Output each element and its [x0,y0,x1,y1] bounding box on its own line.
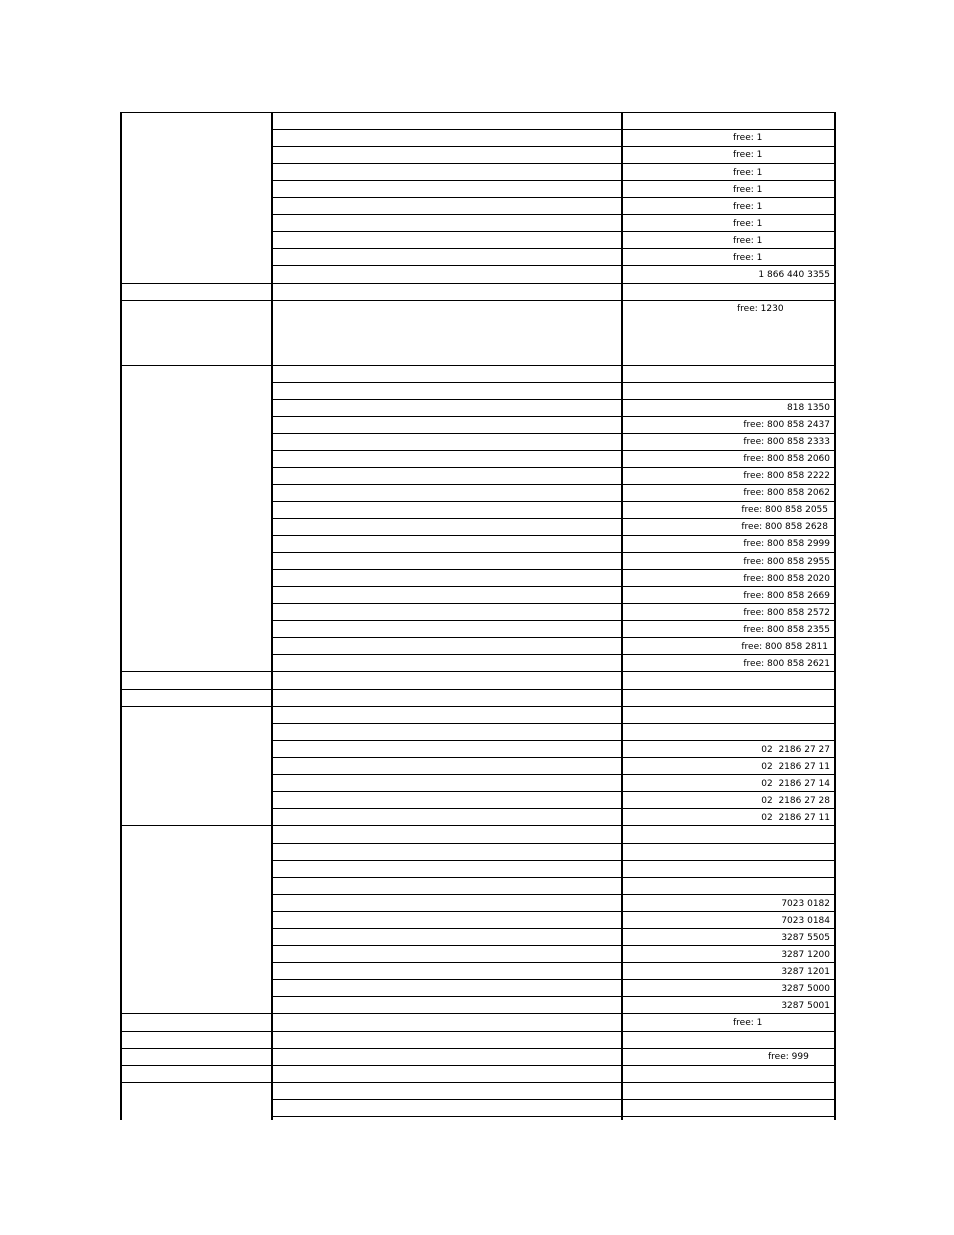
row-divider [120,689,271,690]
row-divider [271,654,836,655]
phone-number-cell: 02 2186 27 11 [761,813,830,823]
phone-number-cell: free: 800 858 2572 [743,608,830,618]
row-divider [271,197,836,198]
row-divider [120,1031,271,1032]
row-divider [271,1099,836,1100]
row-divider [271,1013,836,1014]
phone-number-cell: free: 1 [733,236,763,246]
row-divider [271,265,836,266]
phone-number-cell: 7023 0184 [781,916,830,926]
phone-number-cell: free: 999 [768,1052,809,1062]
phone-number-cell: free: 800 858 2628 [741,522,828,532]
phone-number-cell: 3287 5505 [781,933,830,943]
row-divider [271,928,836,929]
row-divider [271,620,836,621]
phone-number-cell: 3287 5000 [781,984,830,994]
row-divider [271,146,836,147]
row-divider [120,300,271,301]
row-divider [271,433,836,434]
row-divider [271,757,836,758]
row-divider [120,1013,271,1014]
column-divider [621,112,623,1120]
row-divider [271,501,836,502]
column-divider [271,112,273,1120]
phone-number-cell: free: 1 [733,168,763,178]
row-divider [120,1065,271,1066]
row-divider [271,1116,836,1117]
row-divider [271,603,836,604]
row-divider [271,399,836,400]
row-divider [120,112,271,113]
row-divider [271,1082,836,1083]
row-divider [271,180,836,181]
row-divider [271,843,836,844]
phone-number-cell: free: 800 858 2669 [743,591,830,601]
phone-number-cell: 3287 5001 [781,1001,830,1011]
phone-number-cell: free: 800 858 2020 [743,574,830,584]
row-divider [271,723,836,724]
phone-number-cell: 3287 1200 [781,950,830,960]
phone-number-cell: 7023 0182 [781,899,830,909]
row-divider [271,996,836,997]
row-divider [271,791,836,792]
row-divider [271,450,836,451]
table-border-left [120,112,122,1120]
phone-number-cell: free: 1 [733,185,763,195]
row-divider [120,283,271,284]
row-divider [271,467,836,468]
phone-number-cell: 02 2186 27 14 [761,779,830,789]
row-divider [271,671,836,672]
phone-number-cell: free: 1 [733,1018,763,1028]
phone-number-cell: free: 1 [733,133,763,143]
row-divider [120,825,271,826]
row-divider [271,552,836,553]
phone-number-cell: 02 2186 27 11 [761,762,830,772]
phone-number-cell: free: 800 858 2222 [743,471,830,481]
row-divider [271,740,836,741]
phone-number-cell: free: 800 858 2621 [743,659,830,669]
row-divider [271,231,836,232]
phone-number-cell: free: 1 [733,219,763,229]
row-divider [271,962,836,963]
phone-number-cell: free: 800 858 2060 [743,454,830,464]
row-divider [271,689,836,690]
row-divider [271,808,836,809]
row-divider [120,671,271,672]
row-divider [271,129,836,130]
phone-number-cell: free: 1 [733,202,763,212]
phone-number-cell: 818 1350 [787,403,830,413]
phone-number-cell: free: 1 [733,150,763,160]
row-divider [271,365,836,366]
phone-number-cell: 1 866 440 3355 [758,270,830,280]
row-divider [271,112,836,113]
row-divider [271,774,836,775]
row-divider [271,860,836,861]
row-divider [271,569,836,570]
row-divider [120,365,271,366]
table-border-right [834,112,836,1120]
row-divider [271,484,836,485]
phone-number-cell: 3287 1201 [781,967,830,977]
phone-number-cell: 02 2186 27 27 [761,745,830,755]
row-divider [271,706,836,707]
phone-number-cell: free: 800 858 2999 [743,539,830,549]
row-divider [271,214,836,215]
row-divider [271,1065,836,1066]
row-divider [271,979,836,980]
row-divider [271,894,836,895]
contact-table [120,112,834,1120]
row-divider [120,1048,271,1049]
phone-number-cell: 02 2186 27 28 [761,796,830,806]
row-divider [271,911,836,912]
phone-number-cell: free: 800 858 2333 [743,437,830,447]
row-divider [271,586,836,587]
row-divider [271,248,836,249]
phone-number-cell: free: 800 858 2355 [743,625,830,635]
row-divider [271,163,836,164]
phone-number-cell: free: 1 [733,253,763,263]
row-divider [271,1048,836,1049]
row-divider [271,1031,836,1032]
phone-number-cell: free: 800 858 2811 [741,642,828,652]
row-divider [120,1082,271,1083]
row-divider [120,706,271,707]
phone-number-cell: free: 800 858 2955 [743,557,830,567]
phone-number-cell: free: 1230 [737,304,784,314]
row-divider [271,416,836,417]
row-divider [271,518,836,519]
row-divider [271,300,836,301]
row-divider [271,283,836,284]
row-divider [271,945,836,946]
phone-number-cell: free: 800 858 2062 [743,488,830,498]
row-divider [271,825,836,826]
row-divider [271,877,836,878]
row-divider [271,535,836,536]
phone-number-cell: free: 800 858 2437 [743,420,830,430]
row-divider [271,382,836,383]
row-divider [271,637,836,638]
phone-number-cell: free: 800 858 2055 [741,505,828,515]
